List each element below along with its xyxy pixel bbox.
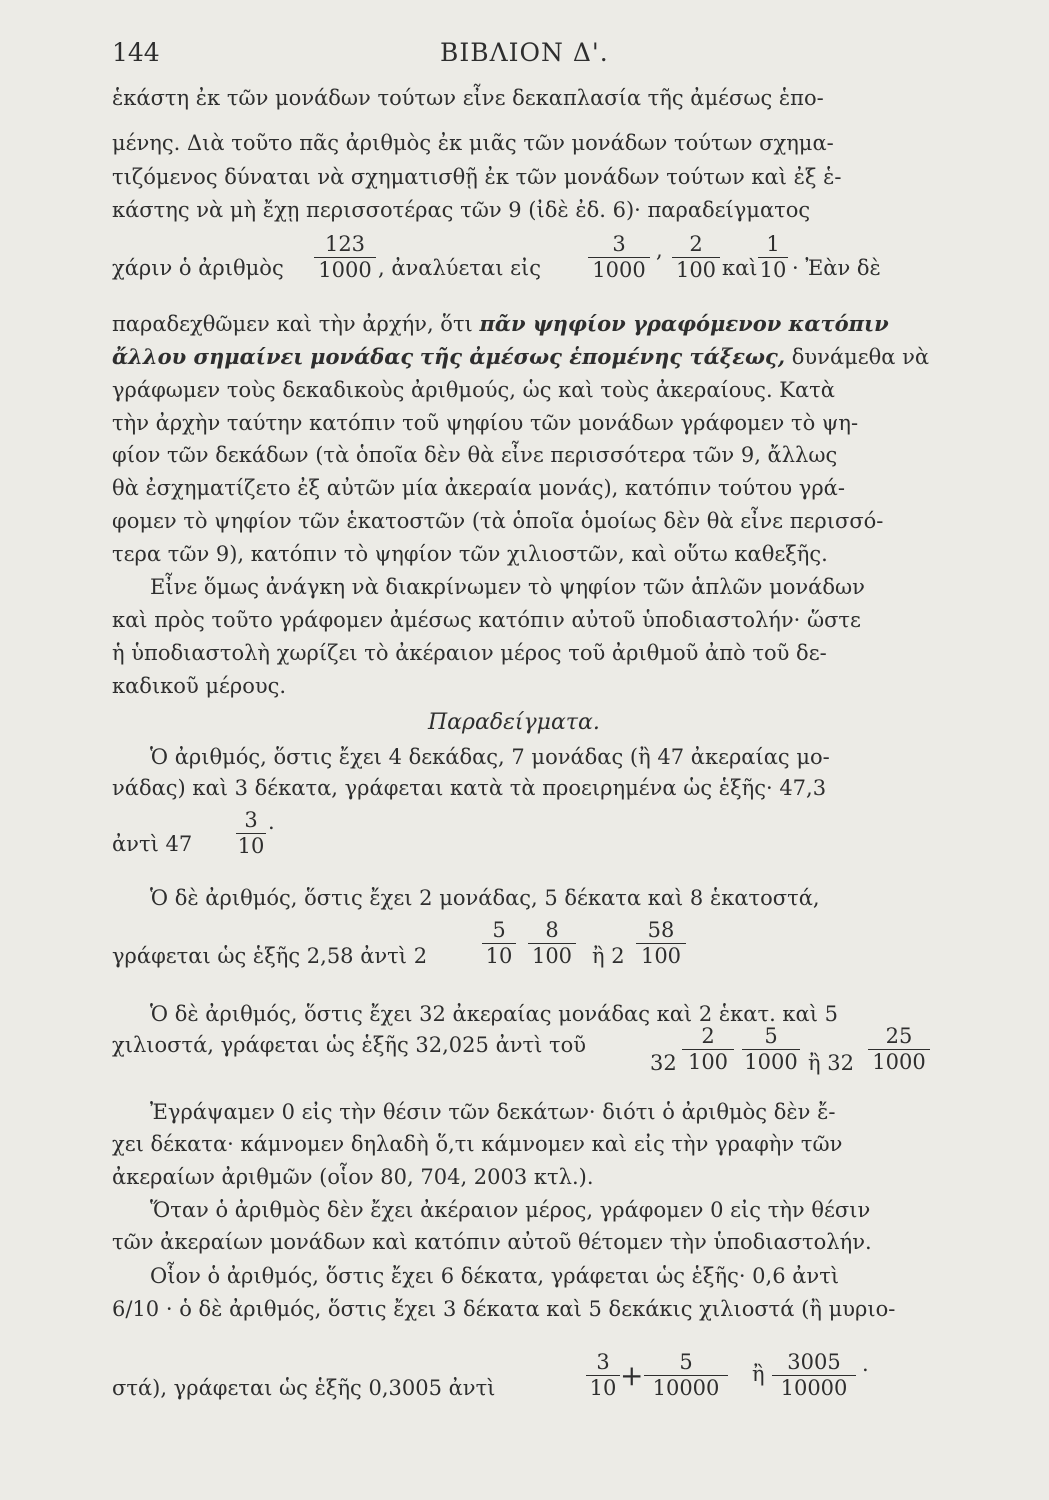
text-line: καὶ xyxy=(722,256,758,280)
text-line: ἢ xyxy=(752,1362,765,1386)
text-line: τὴν ἀρχὴν ταύτην κατόπιν τοῦ ψηφίου τῶν μονάδων γράφομεν τὸ ψη- xyxy=(112,411,859,435)
denominator: 10 xyxy=(589,1376,617,1400)
comma: , xyxy=(656,238,663,262)
text-line: φομεν τὸ ψηφίον τῶν ἑκατοστῶν (τὰ ὁποῖα ὁμοίως δὲν θὰ εἶνε περισσό- xyxy=(112,509,884,533)
emphasis: πᾶν ψηφίον γραφόμενον κατόπιν xyxy=(479,311,889,336)
fraction xyxy=(314,232,376,283)
denominator: 10 xyxy=(759,258,787,282)
period: . xyxy=(268,810,275,834)
fraction xyxy=(672,232,720,283)
numerator: 2 xyxy=(672,232,720,258)
text-line: γράφεται ὡς ἑξῆς 2,58 ἀντὶ 2 xyxy=(112,944,428,968)
emphasis: μονάδας xyxy=(310,344,414,369)
page-number: 144 xyxy=(112,38,160,67)
numerator: 123 xyxy=(314,232,376,258)
numerator: 25 xyxy=(868,1024,930,1050)
fraction xyxy=(636,918,686,969)
text-line xyxy=(112,343,929,371)
text-line: ἢ 2 xyxy=(592,944,625,968)
denominator: 10 xyxy=(485,944,513,968)
emphasis: τῆς ἀμέσως ἑπομένης τάξεως, xyxy=(419,344,786,369)
fraction xyxy=(644,1350,728,1401)
page-header xyxy=(112,38,932,72)
running-title: ΒΙΒΛΙΟΝ Δ'. xyxy=(440,38,609,67)
denominator: 1000 xyxy=(318,258,372,282)
text-line: 32 xyxy=(650,1051,677,1075)
text-line: χάριν ὁ ἀριθμὸς xyxy=(112,256,284,280)
text-line: Ἐγράψαμεν 0 εἰς τὴν θέσιν τῶν δεκάτων· διότι ὁ ἀριθμὸς δὲν ἔ- xyxy=(150,1100,836,1124)
text-line: θὰ ἐσχηματίζετο ἐξ αὐτῶν μία ἀκεραία μονάς), κατόπιν τούτου γρά- xyxy=(112,476,845,500)
numerator: 3005 xyxy=(772,1350,856,1376)
text-span: · ὁ δὲ ἀριθμός, ὅστις ἔχει 3 δέκατα καὶ 5 δεκάκις χιλιοστά (ἢ μυριο- xyxy=(165,1297,896,1321)
text-line: Ὁ δὲ ἀριθμός, ὅστις ἔχει 2 μονάδας, 5 δέκατα καὶ 8 ἑκατοστά, xyxy=(150,886,820,910)
plus-sign: + xyxy=(620,1359,644,1392)
denominator: 1000 xyxy=(592,258,646,282)
text-line: γράφωμεν τοὺς δεκαδικοὺς ἀριθμούς, ὡς καὶ τοὺς ἀκεραίους. Κατὰ xyxy=(112,378,835,402)
numerator: 8 xyxy=(528,918,576,944)
denominator: 10 xyxy=(237,834,265,858)
fraction xyxy=(586,1350,620,1401)
denominator: 100 xyxy=(675,258,717,282)
denominator: 100 xyxy=(687,1050,729,1074)
text-line: Ὁ ἀριθμός, ὅστις ἔχει 4 δεκάδας, 7 μονάδας (ἢ 47 ἀκεραίας μο- xyxy=(150,745,830,769)
fraction xyxy=(772,1350,856,1401)
text-line: στά), γράφεται ὡς ἑξῆς 0,3005 ἀντὶ xyxy=(112,1376,496,1400)
fraction xyxy=(588,232,650,283)
text-line: ἀντὶ 47 xyxy=(112,832,193,856)
text-line: Ὅταν ὁ ἀριθμὸς δὲν ἔχει ἀκέραιον μέρος, γράφομεν 0 εἰς τὴν θέσιν xyxy=(150,1198,871,1222)
text-line: μένης. Διὰ τοῦτο πᾶς ἀριθμὸς ἐκ μιᾶς τῶν μονάδων τούτων σχημα- xyxy=(112,131,834,155)
text-span: παραδεχθῶμεν καὶ τὴν ἀρχήν, ὅτι xyxy=(112,312,473,336)
numerator: 3 xyxy=(236,808,266,834)
numerator: 5 xyxy=(644,1350,728,1376)
text-line: Ὁ δὲ ἀριθμός, ὅστις ἔχει 32 ἀκεραίας μονάδας καὶ 2 ἑκατ. καὶ 5 xyxy=(150,1002,838,1026)
text-line xyxy=(112,1295,895,1323)
denominator: 10000 xyxy=(652,1376,720,1400)
numerator: 3 xyxy=(586,1350,620,1376)
numerator: 5 xyxy=(482,918,516,944)
denominator: 1000 xyxy=(872,1050,926,1074)
text-line: τιζόμενος δύναται νὰ σχηματισθῇ ἐκ τῶν μονάδων τούτων καὶ ἐξ ἑ- xyxy=(112,165,842,189)
section-heading: Παραδείγματα. xyxy=(428,710,600,735)
fraction xyxy=(482,918,516,969)
text-line: Εἶνε ὅμως ἀνάγκη νὰ διακρίνωμεν τὸ ψηφίον τῶν ἁπλῶν μονάδων xyxy=(150,575,865,599)
numerator: 3 xyxy=(588,232,650,258)
text-line: καδικοῦ μέρους. xyxy=(112,674,287,698)
inline-fraction: 6/10 xyxy=(112,1297,160,1321)
text-line: ἢ 32 xyxy=(808,1051,854,1075)
text-line: Οἷον ὁ ἀριθμός, ὅστις ἔχει 6 δέκατα, γράφεται ὡς ἑξῆς· 0,6 ἀντὶ xyxy=(150,1264,840,1288)
numerator: 58 xyxy=(636,918,686,944)
text-line: χει δέκατα· κάμνομεν δηλαδὴ ὅ,τι κάμνομεν καὶ εἰς τὴν γραφὴν τῶν xyxy=(112,1132,843,1156)
numerator: 1 xyxy=(758,232,788,258)
fraction xyxy=(236,808,266,859)
period: . xyxy=(862,1352,869,1376)
text-line: ἀκεραίων ἀριθμῶν (οἷον 80, 704, 2003 κτλ.). xyxy=(112,1165,594,1189)
numerator: 2 xyxy=(682,1024,734,1050)
text-line: τῶν ἀκεραίων μονάδων καὶ κατόπιν αὐτοῦ θέτομεν τὴν ὑποδιαστολήν. xyxy=(112,1230,872,1254)
text-line: φίον τῶν δεκάδων (τὰ ὁποῖα δὲν θὰ εἶνε περισσότερα τῶν 9, ἄλλως xyxy=(112,443,838,467)
denominator: 100 xyxy=(640,944,682,968)
denominator: 10000 xyxy=(780,1376,848,1400)
text-line: χιλιοστά, γράφεται ὡς ἑξῆς 32,025 ἀντὶ τοῦ xyxy=(112,1033,587,1057)
text-line xyxy=(112,310,889,338)
fraction xyxy=(868,1024,930,1075)
numerator: 5 xyxy=(742,1024,800,1050)
denominator: 100 xyxy=(531,944,573,968)
text-line: , ἀναλύεται εἰς xyxy=(378,256,542,280)
text-line: · Ἐὰν δὲ xyxy=(792,256,881,280)
fraction xyxy=(742,1024,800,1075)
text-line: κάστης νὰ μὴ ἔχῃ περισσοτέρας τῶν 9 (ἰδὲ ἐδ. 6)· παραδείγματος xyxy=(112,198,811,222)
text-line: καὶ πρὸς τοῦτο γράφομεν ἀμέσως κατόπιν αὐτοῦ ὑποδιαστολήν· ὥστε xyxy=(112,608,861,632)
text-line: ἑκάστη ἐκ τῶν μονάδων τούτων εἶνε δεκαπλασία τῆς ἀμέσως ἑπο- xyxy=(112,86,824,110)
fraction xyxy=(682,1024,734,1075)
text-line: τερα τῶν 9), κατόπιν τὸ ψηφίον τῶν χιλιοστῶν, καὶ οὕτω καθεξῆς. xyxy=(112,542,828,566)
fraction xyxy=(758,232,788,283)
text-line: νάδας) καὶ 3 δέκατα, γράφεται κατὰ τὰ προειρημένα ὡς ἑξῆς· 47,3 xyxy=(112,776,827,800)
denominator: 1000 xyxy=(744,1050,798,1074)
fraction xyxy=(528,918,576,969)
text-line: ἡ ὑποδιαστολὴ χωρίζει τὸ ἀκέραιον μέρος τοῦ ἀριθμοῦ ἀπὸ τοῦ δε- xyxy=(112,641,827,665)
text-span: δυνάμεθα νὰ xyxy=(791,345,930,369)
emphasis: ἄλλου σημαίνει xyxy=(112,344,304,369)
